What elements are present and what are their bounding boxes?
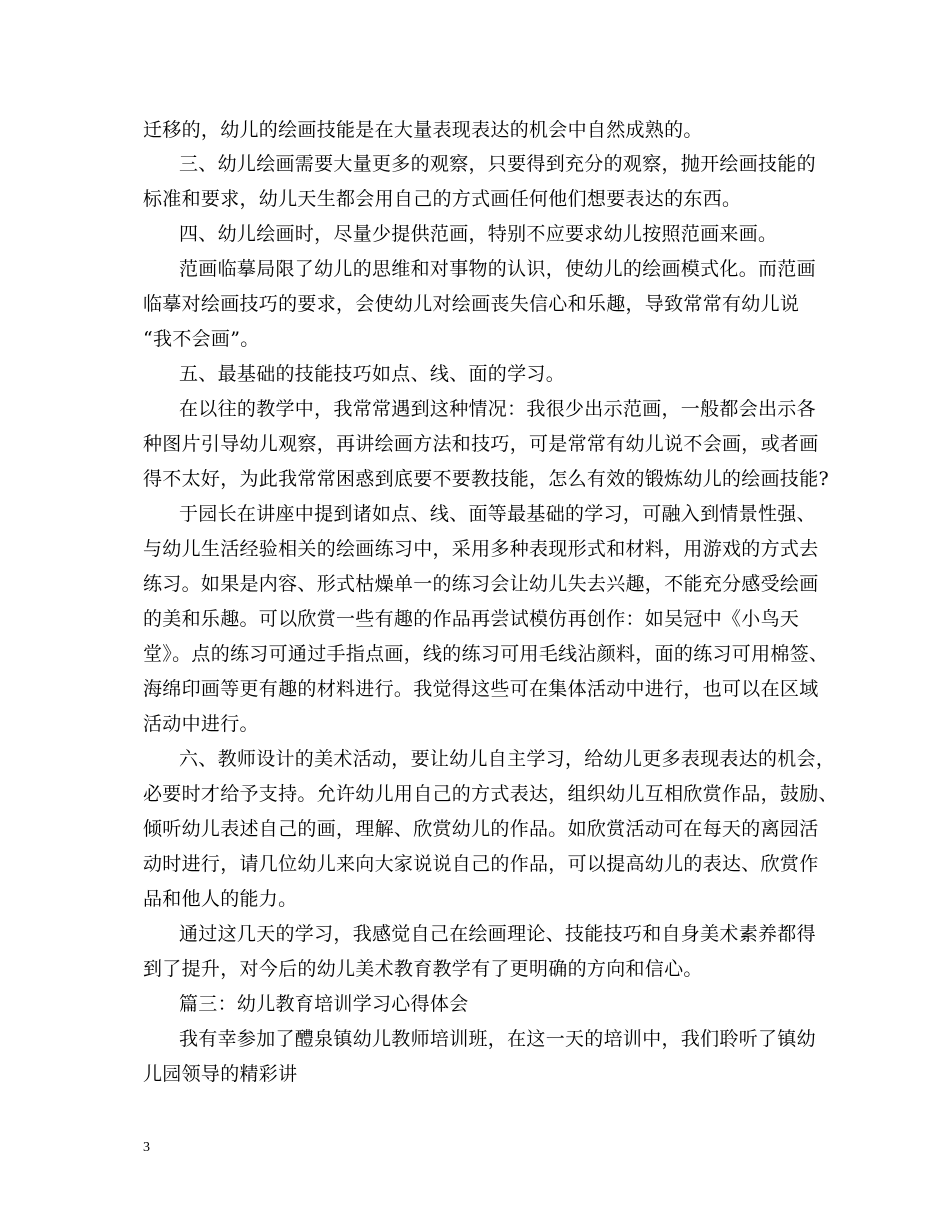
- text-line: 动时进行，请几位幼儿来向大家说说自己的作品，可以提高幼儿的表达、欣赏作: [143, 853, 819, 875]
- text-line: 必要时才给予支持。允许幼儿用自己的方式表达，组织幼儿互相欣赏作品，鼓励、: [143, 783, 838, 805]
- text-line: 与幼儿生活经验相关的绘画练习中，采用多种表现形式和材料，用游戏的方式去: [143, 538, 819, 560]
- text-line: 到了提升，对今后的幼儿美术教育教学有了更明确的方向和信心。: [143, 958, 703, 980]
- text-line: 标准和要求，幼儿天生都会用自己的方式画任何他们想要表达的东西。: [143, 188, 742, 210]
- text-line: 于园长在讲座中提到诸如点、线、面等最基础的学习，可融入到情景性强、: [179, 503, 816, 525]
- text-line: 范画临摹局限了幼儿的思维和对事物的认识，使幼儿的绘画模式化。而范画: [179, 258, 816, 280]
- text-line: 练习。如果是内容、形式枯燥单一的练习会让幼儿失去兴趣，不能充分感受绘画: [143, 573, 819, 595]
- text-line: 儿园领导的精彩讲: [143, 1063, 298, 1085]
- text-line: 品和他人的能力。: [143, 888, 298, 910]
- text-line: 四、幼儿绘画时，尽量少提供范画，特别不应要求幼儿按照范画来画。: [179, 223, 778, 245]
- text-line: 种图片引导幼儿观察，再讲绘画方法和技巧，可是常常有幼儿说不会画，或者画: [143, 433, 819, 455]
- text-line: 三、幼儿绘画需要大量更多的观察，只要得到充分的观察，抛开绘画技能的: [179, 153, 816, 175]
- text-line: 临摹对绘画技巧的要求，会使幼儿对绘画丧失信心和乐趣，导致常常有幼儿说: [143, 293, 800, 315]
- text-line: “我不会画”。: [143, 328, 260, 350]
- text-line: 活动中进行。: [143, 713, 259, 735]
- text-line: 的美和乐趣。可以欣赏一些有趣的作品再尝试模仿再创作：如吴冠中《小鸟天: [143, 608, 800, 630]
- text-line: 堂》。点的练习可通过手指点画，线的练习可用毛线沾颜料，面的练习可用棉签、: [143, 643, 829, 665]
- page-number: 3: [143, 1140, 150, 1155]
- text-line: 五、最基础的技能技巧如点、线、面的学习。: [179, 363, 566, 385]
- text-line: 我有幸参加了醴泉镇幼儿教师培训班，在这一天的培训中，我们聆听了镇幼: [179, 1028, 816, 1050]
- text-line: 在以往的教学中，我常常遇到这种情况：我很少出示范画，一般都会出示各: [179, 398, 816, 420]
- text-line: 海绵印画等更有趣的材料进行。我觉得这些可在集体活动中进行，也可以在区域: [143, 678, 819, 700]
- text-line: 通过这几天的学习，我感觉自己在绘画理论、技能技巧和自身美术素养都得: [179, 923, 816, 945]
- text-line: 得不太好，为此我常常困惑到底要不要教技能，怎么有效的锻炼幼儿的绘画技能?: [143, 468, 829, 490]
- text-line: 倾听幼儿表述自己的画，理解、欣赏幼儿的作品。如欣赏活动可在每天的离园活: [143, 818, 819, 840]
- text-line: 六、教师设计的美术活动，要让幼儿自主学习，给幼儿更多表现表达的机会，: [179, 748, 836, 770]
- section-heading: 篇三：幼儿教育培训学习心得体会: [179, 993, 469, 1015]
- text-line: 迁移的，幼儿的绘画技能是在大量表现表达的机会中自然成熟的。: [143, 119, 703, 141]
